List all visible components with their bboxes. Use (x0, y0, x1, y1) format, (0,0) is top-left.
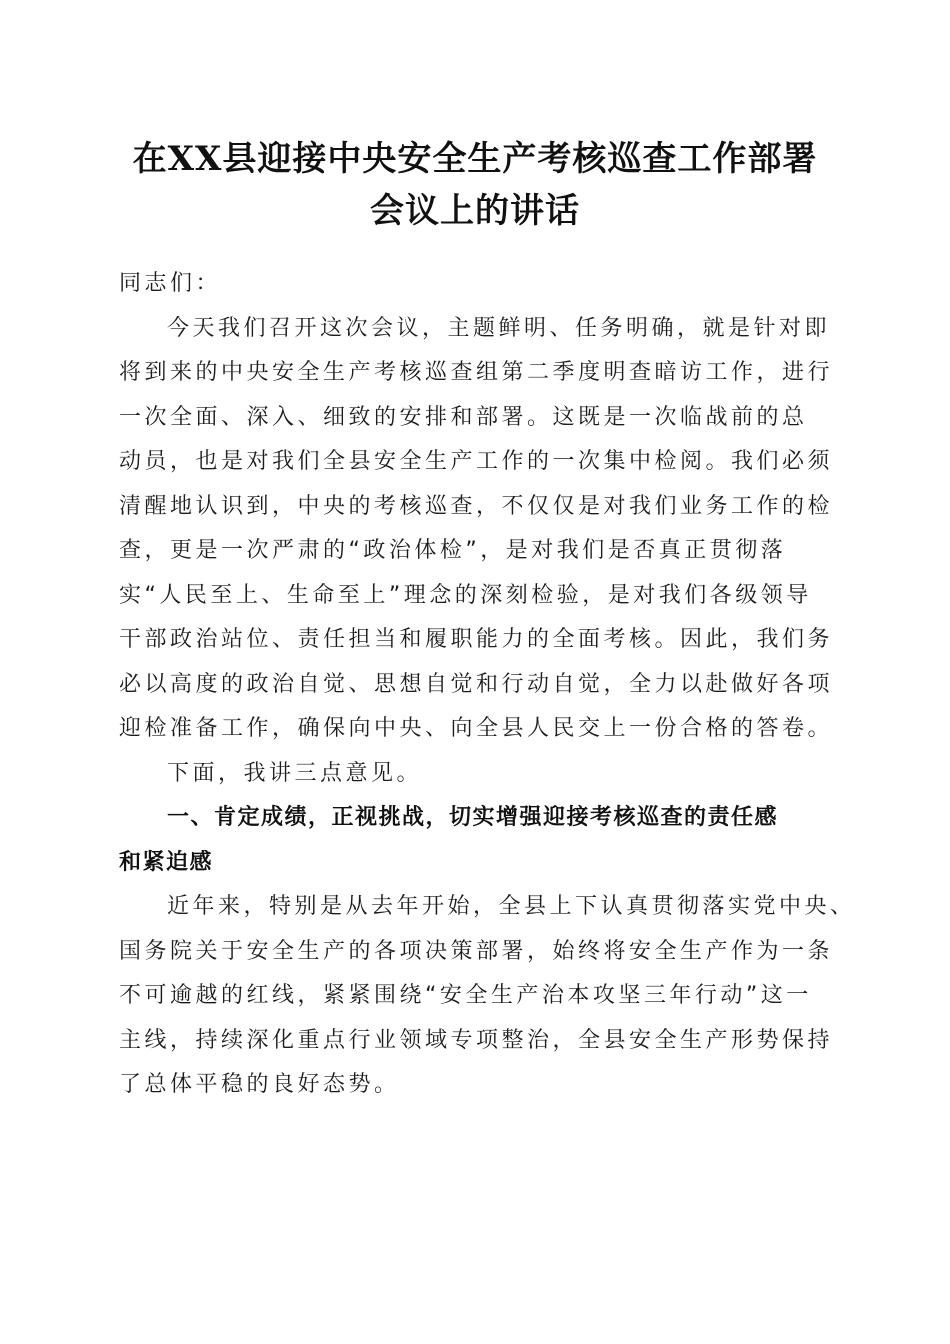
paragraph-line: 国务院关于安全生产的各项决策部署，始终将安全生产作为一条 (119, 938, 834, 964)
heading-line: 一、肯定成绩，正视挑战，切实增强迎接考核巡查的责任感 (167, 805, 779, 830)
paragraph-transition: 下面，我讲三点意见。 (167, 760, 423, 786)
document-title (100, 133, 850, 237)
heading-line: 和紧迫感 (119, 849, 214, 875)
document-body (119, 262, 856, 1108)
paragraph-line: 实“人民至上、生命至上”理念的深刻检验，是对我们各级领导 (119, 582, 812, 608)
section-heading-1 (119, 796, 831, 885)
paragraph-line: 将到来的中央安全生产考核巡查组第二季度明查暗访工作，进行 (119, 360, 834, 385)
paragraph-line: 主线，持续深化重点行业领域专项整治，全县安全生产形势保持 (119, 1027, 834, 1053)
paragraph-line: 不可逾越的红线，紧紧围绕“安全生产治本攻坚三年行动”这一 (119, 983, 812, 1008)
paragraph-line: 迎检准备工作，确保向中央、向全县人民交上一份合格的答卷。 (119, 716, 834, 741)
paragraph-line: 必以高度的政治自觉、思想自觉和行动自觉，全力以赴做好各项 (119, 671, 834, 697)
paragraph-line: 动员，也是对我们全县安全生产工作的一次集中检阅。我们必须 (119, 449, 834, 474)
salutation: 同志们： (119, 271, 222, 296)
paragraph-section-1 (119, 885, 856, 1108)
paragraph-line: 今天我们召开这次会议，主题鲜明、任务明确，就是针对即 (167, 315, 831, 341)
title-line-1: 在XX县迎接中央安全生产考核巡查工作部署 (132, 139, 818, 179)
title-line-2: 会议上的讲话 (370, 191, 580, 231)
paragraph-line: 清醒地认识到，中央的考核巡查，不仅仅是对我们业务工作的检 (119, 493, 834, 519)
paragraph-line: 近年来，特别是从去年开始，全县上下认真贯彻落实党中央、 (167, 894, 856, 919)
paragraph-opening (119, 307, 834, 752)
paragraph-line: 干部政治站位、责任担当和履职能力的全面考核。因此，我们务 (119, 627, 834, 652)
paragraph-line: 了总体平稳的良好态势。 (119, 1072, 400, 1097)
paragraph-line: 查，更是一次严肃的“政治体检”，是对我们是否真正贯彻落 (119, 538, 787, 563)
paragraph-line: 一次全面、深入、细致的安排和部署。这既是一次临战前的总 (119, 404, 808, 430)
